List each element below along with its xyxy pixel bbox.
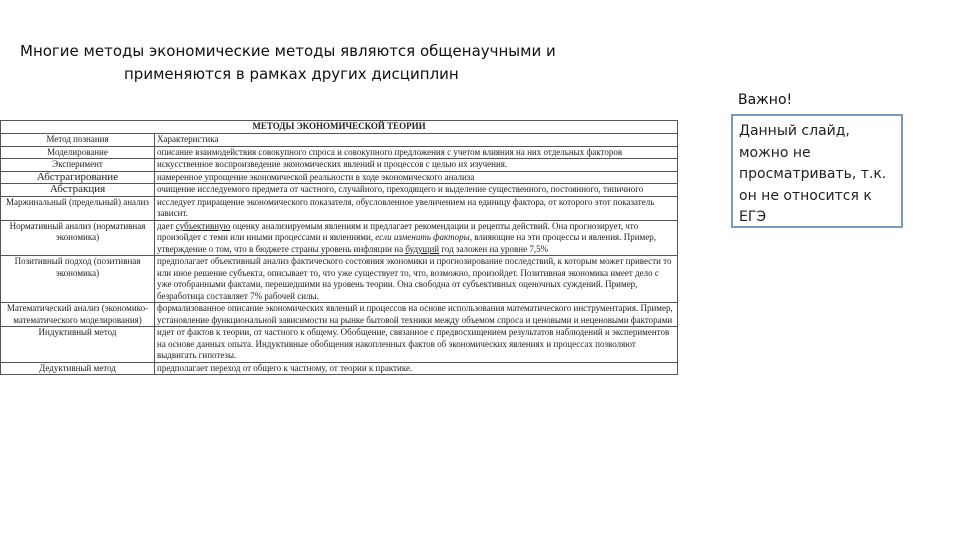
column-header-characteristic: Характеристика <box>155 134 678 147</box>
desc-part: оценку анализируемым явлениям и предлагает рекомендации и рецепты действий. Она прогнозирует, что произойдет с теми или иными процессами и явлениями, <box>157 220 639 242</box>
description-cell: очищение исследуемого предмета от частного, случайного, преходящего и выделение существенного, постоянного, типичного <box>155 184 678 197</box>
method-cell: Моделирование <box>1 146 155 159</box>
method-cell: Позитивный подход (позитивная экономика) <box>1 256 155 303</box>
table-row <box>1 159 678 172</box>
table-row <box>1 327 678 363</box>
description-cell: исследует приращение экономического показателя, обусловленное увеличением на единицу фактора, от которого этот показатель зависит. <box>155 196 678 220</box>
method-cell: Индуктивный метод <box>1 327 155 363</box>
slide-title <box>20 40 640 86</box>
method-cell: Абстрагирование <box>1 171 155 184</box>
description-cell <box>155 220 678 256</box>
method-cell: Нормативный анализ (нормативная экономика) <box>1 220 155 256</box>
table-row <box>1 196 678 220</box>
note-box: Данный слайд, можно не просматривать, т.к. он не относится к ЕГЭ <box>731 114 903 228</box>
method-cell: Абстракция <box>1 184 155 197</box>
table-caption-row <box>1 121 678 134</box>
desc-part: , влияющие на эти процессы и явления. Пример, утверждение о том, что в бюджете страны уровень инфляции на <box>157 232 656 254</box>
methods-table <box>0 120 678 375</box>
table-row <box>1 184 678 197</box>
description-cell: формализованное описание экономических явлений и процессов на основе использования математического инструментария. Пример, установление функциональной зависимости на рынке бытовой техники между объемом спроса и ценовыми и неценовыми факторами <box>155 303 678 327</box>
table-row <box>1 146 678 159</box>
table-caption: МЕТОДЫ ЭКОНОМИЧЕСКОЙ ТЕОРИИ <box>1 121 678 134</box>
table-row <box>1 220 678 256</box>
method-cell: Маржинальный (предельный) анализ <box>1 196 155 220</box>
slide-title-line-1: Многие методы экономические методы являются общенаучными и <box>20 42 556 60</box>
method-cell: Математический анализ (экономико-математического моделирования) <box>1 303 155 327</box>
italic-term: если изменить факторы <box>375 232 470 242</box>
underlined-term: субъективную <box>175 220 231 231</box>
description-cell: искусственное воспроизведение экономических явлений и процессов с целью их изучения. <box>155 159 678 172</box>
description-cell: намеренное упрощение экономической реальности в ходе экономического анализа <box>155 171 678 184</box>
method-cell: Дедуктивный метод <box>1 362 155 375</box>
note-heading: Важно! <box>738 92 793 108</box>
slide-title-line-2: применяются в рамках других дисциплин <box>124 65 459 83</box>
table-row <box>1 256 678 303</box>
description-cell: идет от фактов к теории, от частного к общему. Обобщение, связанное с предвосхищением результатов наблюдений и экспериментов на основе данных опыта. Индуктивные обобщения накопленных фактов об экономических явлениях и процессах позволяют выдвигать гипотезы. <box>155 327 678 363</box>
desc-part: дает <box>157 220 176 231</box>
underlined-term: будущий <box>405 243 440 254</box>
table-row <box>1 362 678 375</box>
method-cell: Эксперимент <box>1 159 155 172</box>
column-header-method: Метод познания <box>1 134 155 147</box>
desc-part: год заложен на уровне 7,5% <box>439 243 549 254</box>
table-row <box>1 171 678 184</box>
description-cell: предполагает объективный анализ фактического состояния экономики и прогнозирование последствий, к которым может привести то или иное решение субъекта, описывает то, что уже существует то, что, возможно, произойдет. Позитивная экономика имеет дело с уже отобранными фактами, перешедшими на уровень теории. Она свободна от субъективных оценочных суждений. Пример, безработица составляет 7% рабочей силы. <box>155 256 678 303</box>
description-cell: описание взаимодействия совокупного спроса и совокупного предложения с учетом влияния на них отдельных факторов <box>155 146 678 159</box>
description-cell: предполагает переход от общего к частному, от теории к практике. <box>155 362 678 375</box>
table-row <box>1 303 678 327</box>
table-header-row <box>1 134 678 147</box>
